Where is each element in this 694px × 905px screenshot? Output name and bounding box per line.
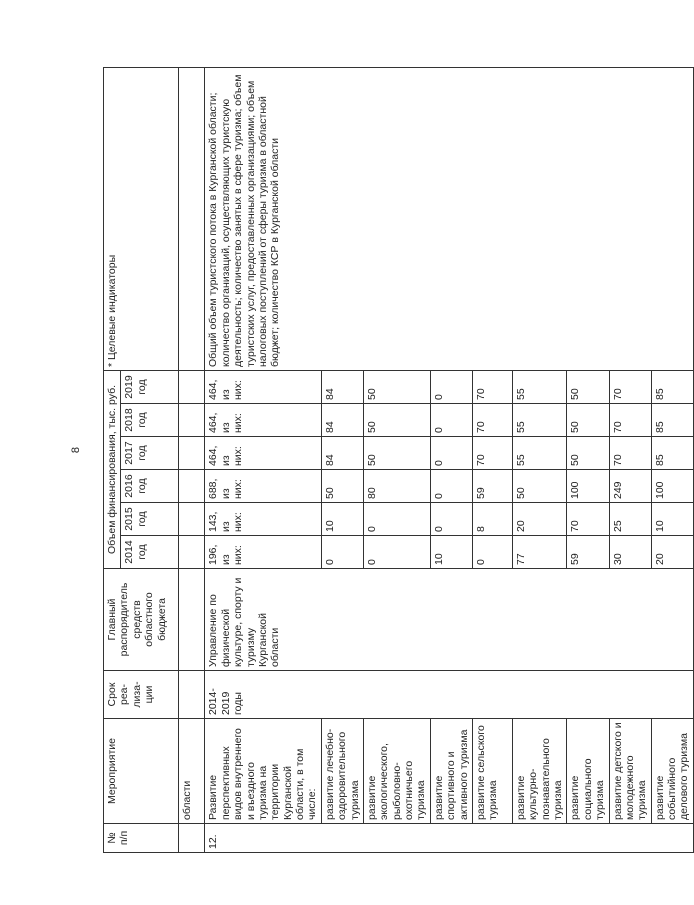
financing-value: 84 [321, 371, 363, 404]
financing-value: 25 [609, 503, 651, 536]
financing-value: 70 [609, 371, 651, 404]
financing-value: 50 [567, 404, 609, 437]
event-cell: развитие событийного делового туризма [651, 719, 693, 824]
header-manager: Главный распорядитель средств областного бюджета [104, 569, 179, 671]
header-year: 2016 год [121, 470, 179, 503]
financing-value: 464, из них: [205, 371, 321, 404]
financing-value: 55 [512, 371, 567, 404]
financing-value: 196, из них: [205, 536, 321, 569]
financing-value: 50 [512, 470, 567, 503]
term-cell: 2014-2019 годы [205, 671, 693, 719]
budget-table [103, 67, 694, 853]
financing-value: 10 [651, 503, 693, 536]
carry-cell [179, 371, 205, 404]
header-year: 2014 год [121, 536, 179, 569]
financing-value: 0 [430, 371, 472, 404]
financing-value: 70 [609, 437, 651, 470]
event-cell: развитие экологического, рыболовно-охотничьего туризма [363, 719, 430, 824]
carry-num-cell [179, 824, 205, 853]
financing-value: 55 [512, 437, 567, 470]
financing-value: 70 [472, 437, 512, 470]
financing-value: 84 [321, 404, 363, 437]
financing-value: 50 [363, 371, 430, 404]
financing-value: 0 [430, 404, 472, 437]
financing-value: 8 [472, 503, 512, 536]
event-cell: Развитие перспективных видов внутреннего и въездного туризма на территории Курганской области, в том числе: [205, 719, 321, 824]
financing-value: 70 [472, 404, 512, 437]
event-cell: развитие детского и молодежного туризма [609, 719, 651, 824]
financing-value: 70 [567, 503, 609, 536]
event-cell: развитие социального туризма [567, 719, 609, 824]
header-num: № п/п [104, 824, 179, 853]
table-container [103, 68, 691, 853]
financing-value: 50 [363, 437, 430, 470]
financing-value: 20 [651, 536, 693, 569]
financing-value: 0 [430, 503, 472, 536]
financing-value: 50 [567, 371, 609, 404]
financing-value: 20 [512, 503, 567, 536]
financing-value: 100 [651, 470, 693, 503]
header-year: 2018 год [121, 404, 179, 437]
header-year: 2019 год [121, 371, 179, 404]
financing-value: 464, из них: [205, 437, 321, 470]
financing-value: 0 [430, 470, 472, 503]
financing-value: 70 [609, 404, 651, 437]
financing-value: 85 [651, 437, 693, 470]
financing-value: 70 [472, 371, 512, 404]
event-cell: развитие лечебно-оздоровительного туризма [321, 719, 363, 824]
header-term: Срок реа-лиза-ции [104, 671, 179, 719]
financing-value: 59 [567, 536, 609, 569]
financing-value: 59 [472, 470, 512, 503]
financing-value: 50 [363, 404, 430, 437]
financing-value: 464, из них: [205, 404, 321, 437]
carry-event-cell: области [179, 719, 205, 824]
header-financing: Объем финансирования, тыс. руб. [104, 371, 121, 569]
financing-value: 80 [363, 470, 430, 503]
financing-value: 50 [567, 437, 609, 470]
financing-value: 50 [321, 470, 363, 503]
financing-value: 0 [472, 536, 512, 569]
carry-cell [179, 470, 205, 503]
row-num: 12. [205, 824, 693, 853]
page-number: 8 [70, 446, 82, 454]
carry-cell [179, 68, 205, 371]
carry-cell [179, 671, 205, 719]
carry-cell [179, 536, 205, 569]
carry-cell [179, 569, 205, 671]
financing-value: 249 [609, 470, 651, 503]
financing-value: 0 [363, 503, 430, 536]
financing-value: 0 [321, 536, 363, 569]
financing-value: 100 [567, 470, 609, 503]
carry-cell [179, 437, 205, 470]
carry-cell [179, 503, 205, 536]
carry-cell [179, 404, 205, 437]
financing-value: 85 [651, 404, 693, 437]
financing-value: 143, из них: [205, 503, 321, 536]
financing-value: 0 [430, 437, 472, 470]
header-year: 2017 год [121, 437, 179, 470]
header-event: Мероприятие [104, 719, 179, 824]
financing-value: 55 [512, 404, 567, 437]
header-indicators: * Целевые индикаторы [104, 68, 179, 371]
manager-cell: Управление по физической культуре, спорту и туризму Курганской области [205, 569, 693, 671]
financing-value: 688, из них: [205, 470, 321, 503]
indicators-cell: Общий объем туристского потока в Курганской области; количество организаций, осуществляющих туристскую деятельность; количество занятых в сфере туризма; объем туристских услуг, предоставленных организациями; объем налоговых поступлений от сферы туризма в областной бюджет; количество КСР в Курганской области [205, 68, 693, 371]
event-cell: развитие сельского туризма [472, 719, 512, 824]
financing-value: 10 [430, 536, 472, 569]
financing-value: 0 [363, 536, 430, 569]
header-year: 2015 год [121, 503, 179, 536]
financing-value: 85 [651, 371, 693, 404]
financing-value: 77 [512, 536, 567, 569]
financing-value: 30 [609, 536, 651, 569]
event-cell: развитие культурно-познавательного туризма [512, 719, 567, 824]
financing-value: 84 [321, 437, 363, 470]
event-cell: развитие спортивного и активного туризма [430, 719, 472, 824]
financing-value: 10 [321, 503, 363, 536]
